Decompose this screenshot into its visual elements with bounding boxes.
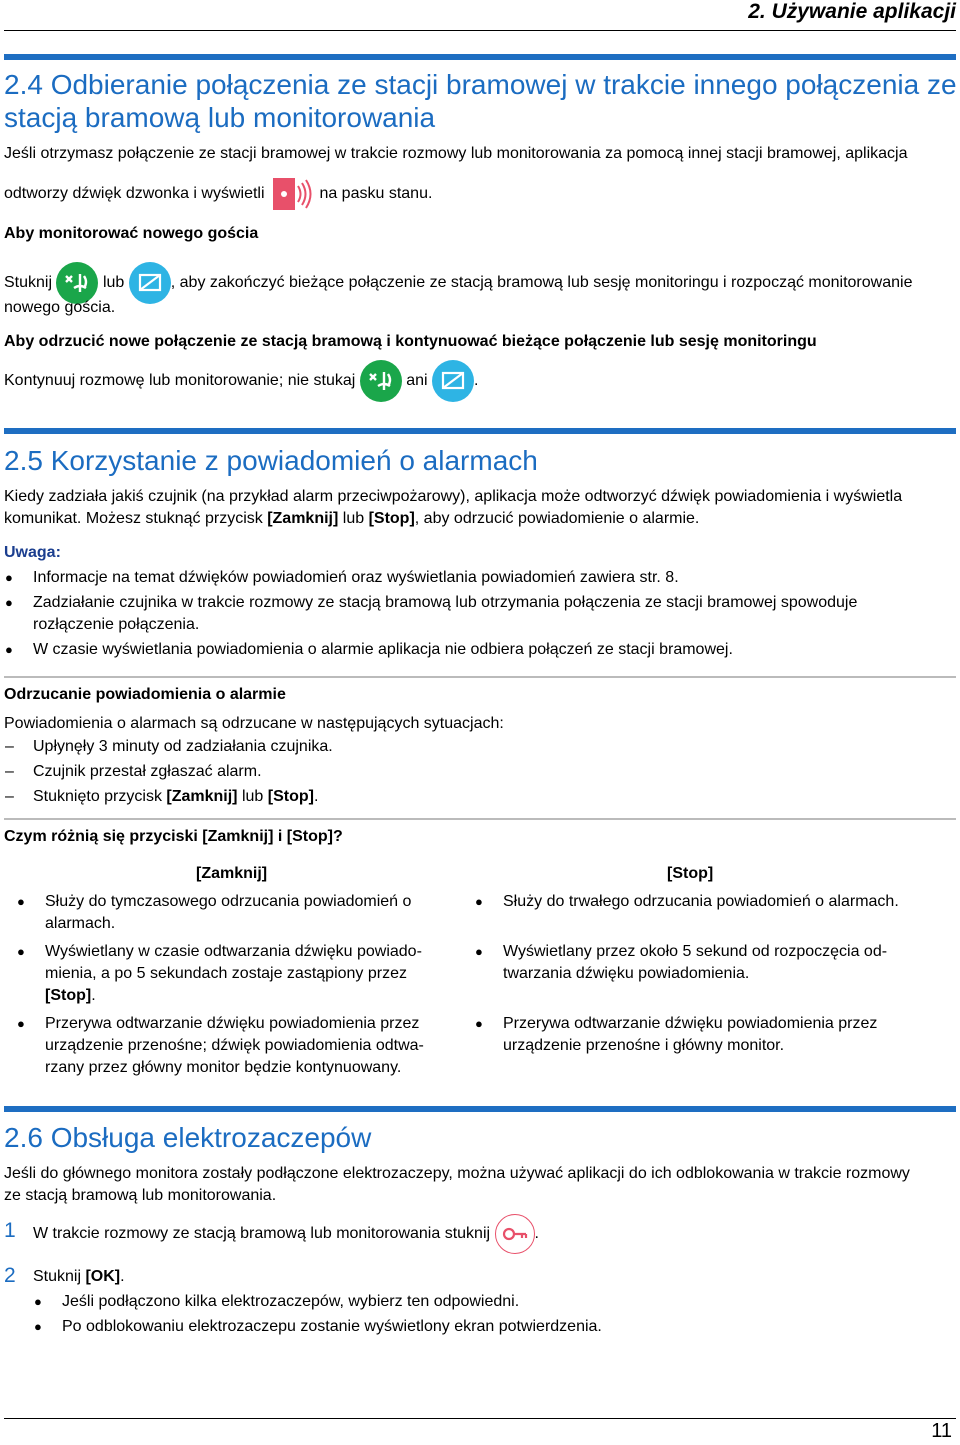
para-tap-end: nowego gościa.	[4, 299, 116, 316]
text: .	[120, 1268, 125, 1285]
step-2-item: ● Jeśli podłączono kilka elektrozaczepów, wybierz ten odpowiedni.	[62, 1291, 519, 1313]
section-bar	[4, 428, 956, 434]
step-number: 1	[4, 1219, 16, 1242]
reject-item: – Upłynęły 3 minuty od zadziałania czujnika.	[33, 736, 333, 758]
step-2	[33, 1266, 125, 1288]
text: , aby zakończyć bieżące połączenie ze stacją bramową lub sesję monitoringu i rozpocząć monitorowanie	[170, 274, 913, 292]
close-label: [Zamknij]	[267, 510, 339, 527]
section-2-6-title: 2.6 Obsługa elektrozaczepów	[4, 1122, 372, 1153]
col2-item: ● Przerywa odtwarzanie dźwięku powiadomienia przez urządzenie przenośne i główny monitor.	[503, 1013, 913, 1057]
text: komunikat. Możesz stuknąć przycisk	[4, 510, 268, 527]
text: .	[474, 372, 479, 390]
strike-para-2: ze stacją bramową lub monitorowania.	[4, 1187, 277, 1204]
reject-intro: Powiadomienia o alarmach są odrzucane w następujących sytuacjach:	[4, 715, 504, 732]
subheading-monitor-new: Aby monitorować nowego gościa	[4, 225, 259, 242]
page-number: 11	[931, 1420, 952, 1442]
para-tap	[4, 262, 912, 304]
end-monitor-icon	[432, 360, 474, 402]
footer-rule	[4, 1418, 956, 1419]
stop-label: [Stop]	[368, 510, 415, 527]
note-item-cont: rozłączenie połączenia.	[33, 616, 200, 633]
key-icon	[495, 1214, 535, 1254]
end-monitor-icon	[129, 262, 171, 304]
text: Kontynuuj rozmowę lub monitorowanie; nie stukaj	[4, 372, 356, 390]
text: na pasku stanu.	[319, 185, 433, 203]
col1-item: ● Służy do tymczasowego odrzucania powiadomień o alarmach.	[45, 891, 455, 935]
text: Wyświetlany w czasie odtwarzania dźwięku powiado-mienia, a po 5 sekundach zostaje zastąpiony przez	[45, 943, 422, 982]
chapter-header: 2. Używanie aplikacji	[748, 0, 956, 23]
text: Stuknij	[33, 1268, 86, 1285]
note-item: ● Zadziałanie czujnika w trakcie rozmowy ze stacją bramową lub otrzymania połączenia ze stacji bramowej spowoduje	[33, 592, 857, 614]
header-rule	[4, 30, 956, 31]
text: , aby odrzucić powiadomienie o alarmie.	[414, 510, 700, 527]
col1-heading: [Zamknij]	[196, 865, 268, 882]
intro-text: Jeśli otrzymasz połączenie ze stacji bramowej w trakcie rozmowy lub monitorowania za pomocą innej stacji bramowej, aplikacja	[4, 145, 908, 162]
alarm-para-2	[4, 508, 699, 530]
subsection-rule	[4, 676, 956, 678]
text: ani	[406, 372, 428, 390]
subsection-rule	[4, 818, 956, 820]
step-1	[33, 1214, 539, 1254]
subheading-reject: Aby odrzucić nowe połączenie ze stacją bramową i kontynuować bieżące połączenie lub sesję monitoringu	[4, 333, 817, 350]
text: Stuknij	[4, 274, 53, 292]
note-item: ● W czasie wyświetlania powiadomienia o alarmie aplikacja nie odbiera połączeń ze stacji bramowej.	[33, 639, 733, 661]
close-label: [Zamknij]	[166, 788, 238, 805]
reject-item	[33, 786, 318, 808]
text: Stuknięto przycisk	[33, 788, 167, 805]
section-bar	[4, 54, 956, 60]
title-line-1: 2.4 Odbieranie połączenia ze stacji bramowej w trakcie innego połączenia ze	[4, 69, 957, 100]
text: W trakcie rozmowy ze stacją bramową lub monitorowania stuknij	[33, 1225, 491, 1243]
col2-item: ● Służy do trwałego odrzucania powiadomień o alarmach.	[503, 891, 923, 913]
section-bar	[4, 1106, 956, 1112]
note-item: ● Informacje na temat dźwięków powiadomień oraz wyświetlania powiadomień zawiera str. 8.	[33, 567, 679, 589]
step-2-item: ● Po odblokowaniu elektrozaczepu zostanie wyświetlony ekran potwierdzenia.	[62, 1316, 602, 1338]
step-number: 2	[4, 1264, 16, 1287]
reject-item: – Czujnik przestał zgłaszać alarm.	[33, 761, 262, 783]
ok-label: [OK]	[85, 1268, 121, 1285]
title-line-2: stacją bramową lub monitorowania	[4, 102, 436, 133]
para-continue	[4, 360, 478, 402]
stop-label: [Stop]	[267, 788, 314, 805]
section-2-4-title	[4, 68, 957, 134]
ringing-doorbell-icon	[269, 176, 315, 212]
text: .	[534, 1225, 539, 1243]
col2-heading: [Stop]	[667, 865, 714, 882]
col2-item: ● Wyświetlany przez około 5 sekund od rozpoczęcia od-twarzania dźwięku powiadomienia.	[503, 941, 913, 985]
switch-camera-icon	[360, 360, 402, 402]
section-2-5-title: 2.5 Korzystanie z powiadomień o alarmach	[4, 445, 538, 476]
text: odtworzy dźwięk dzwonka i wyświetli	[4, 185, 265, 203]
alarm-para-1: Kiedy zadziała jakiś czujnik (na przykład alarm przeciwpożarowy), aplikacja może odtworzyć dźwięk powiadomienia i wyświetla	[4, 488, 903, 505]
diff-title: Czym różnią się przyciski [Zamknij] i [Stop]?	[4, 828, 343, 845]
text: lub	[237, 788, 268, 805]
text: .	[313, 788, 319, 805]
text: lub	[102, 274, 125, 292]
intro-text-2	[4, 176, 432, 212]
stop-label: [Stop]	[45, 987, 92, 1004]
col1-item: ● Wyświetlany w czasie odtwarzania dźwięku powiado-mienia, a po 5 sekundach zostaje zastąpiony przez [Stop].	[45, 941, 455, 1007]
note-title: Uwaga:	[4, 544, 61, 561]
col1-item: ● Przerywa odtwarzanie dźwięku powiadomienia przez urządzenie przenośne; dźwięk powiadomienia odtwa-rzany przez główny monitor będzie kontynuowany.	[45, 1013, 455, 1079]
reject-title: Odrzucanie powiadomienia o alarmie	[4, 686, 286, 703]
text: lub	[338, 510, 369, 527]
strike-para-1: Jeśli do głównego monitora zostały podłączone elektrozaczepy, można używać aplikacji do ich odblokowania w trakcie rozmowy	[4, 1165, 910, 1182]
